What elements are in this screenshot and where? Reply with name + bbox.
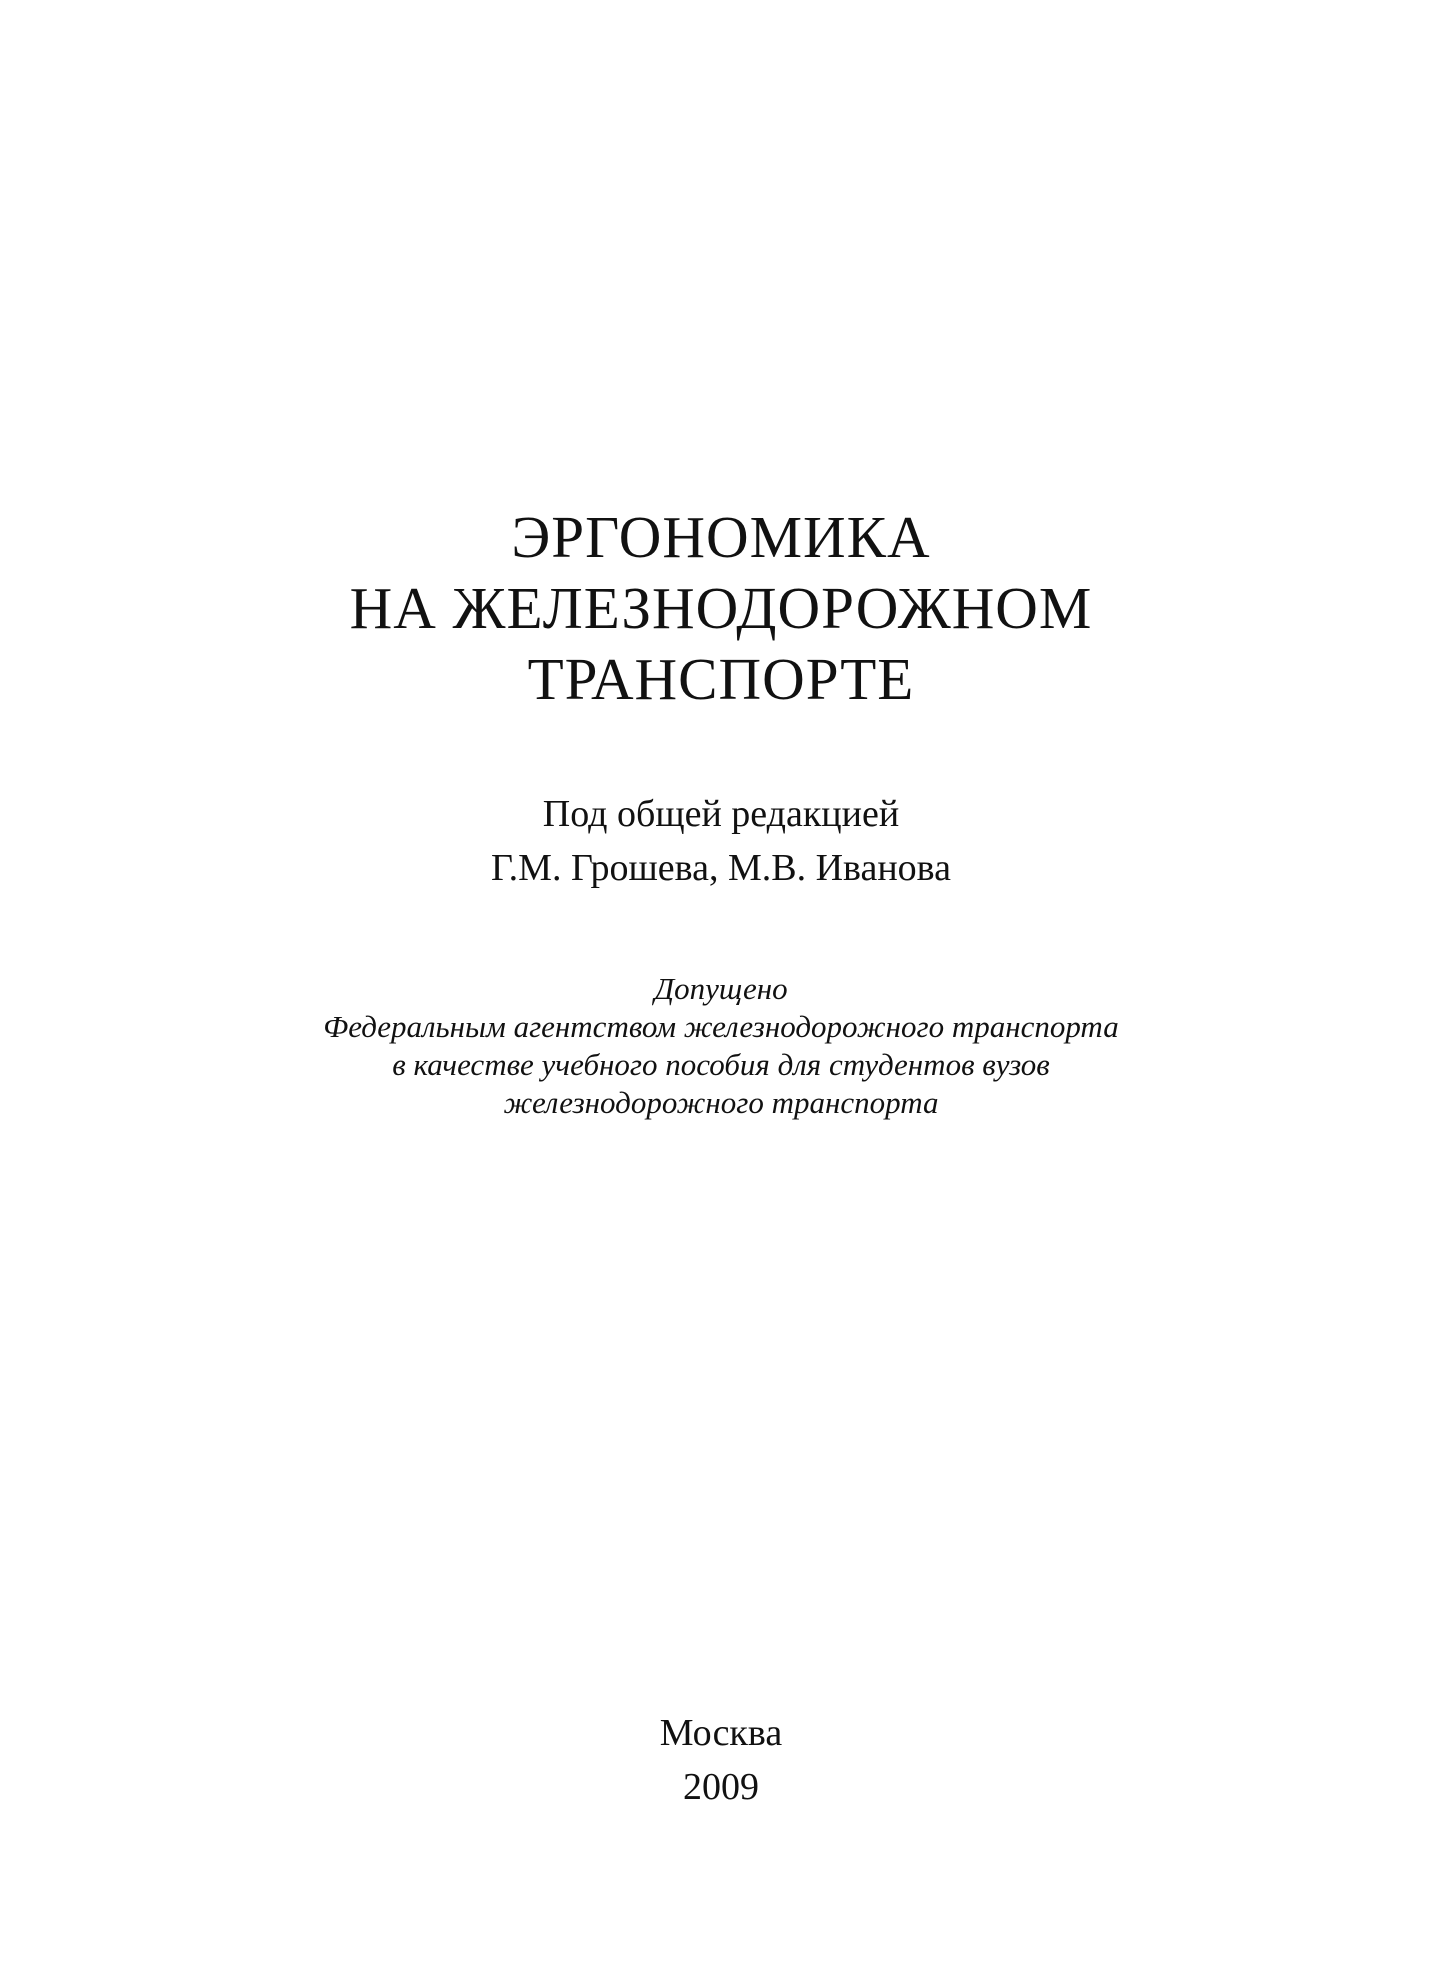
imprint — [0, 1706, 1442, 1814]
imprint-city: Москва — [659, 1712, 783, 1754]
approval-line-4: железнодорожного транспорта — [503, 1085, 939, 1120]
book-title-line-2: НА ЖЕЛЕЗНОДОРОЖНОМ — [349, 575, 1093, 641]
book-title-line-3: ТРАНСПОРТЕ — [527, 646, 915, 712]
approval-line-2: Федеральным агентством железнодорожного транспорта — [323, 1009, 1119, 1044]
approval-line-3: в качестве учебного пособия для студентов вузов — [392, 1047, 1050, 1082]
editors-intro: Под общей редакцией — [542, 793, 900, 835]
approval-stamp-text — [0, 970, 1442, 1122]
approval-line-1: Допущено — [654, 971, 788, 1006]
editors-names: Г.М. Грошева, М.В. Иванова — [490, 847, 951, 889]
book-title-line-1: ЭРГОНОМИКА — [511, 504, 931, 570]
imprint-year: 2009 — [683, 1766, 759, 1808]
book-title — [0, 502, 1442, 715]
editors-block — [0, 787, 1442, 895]
